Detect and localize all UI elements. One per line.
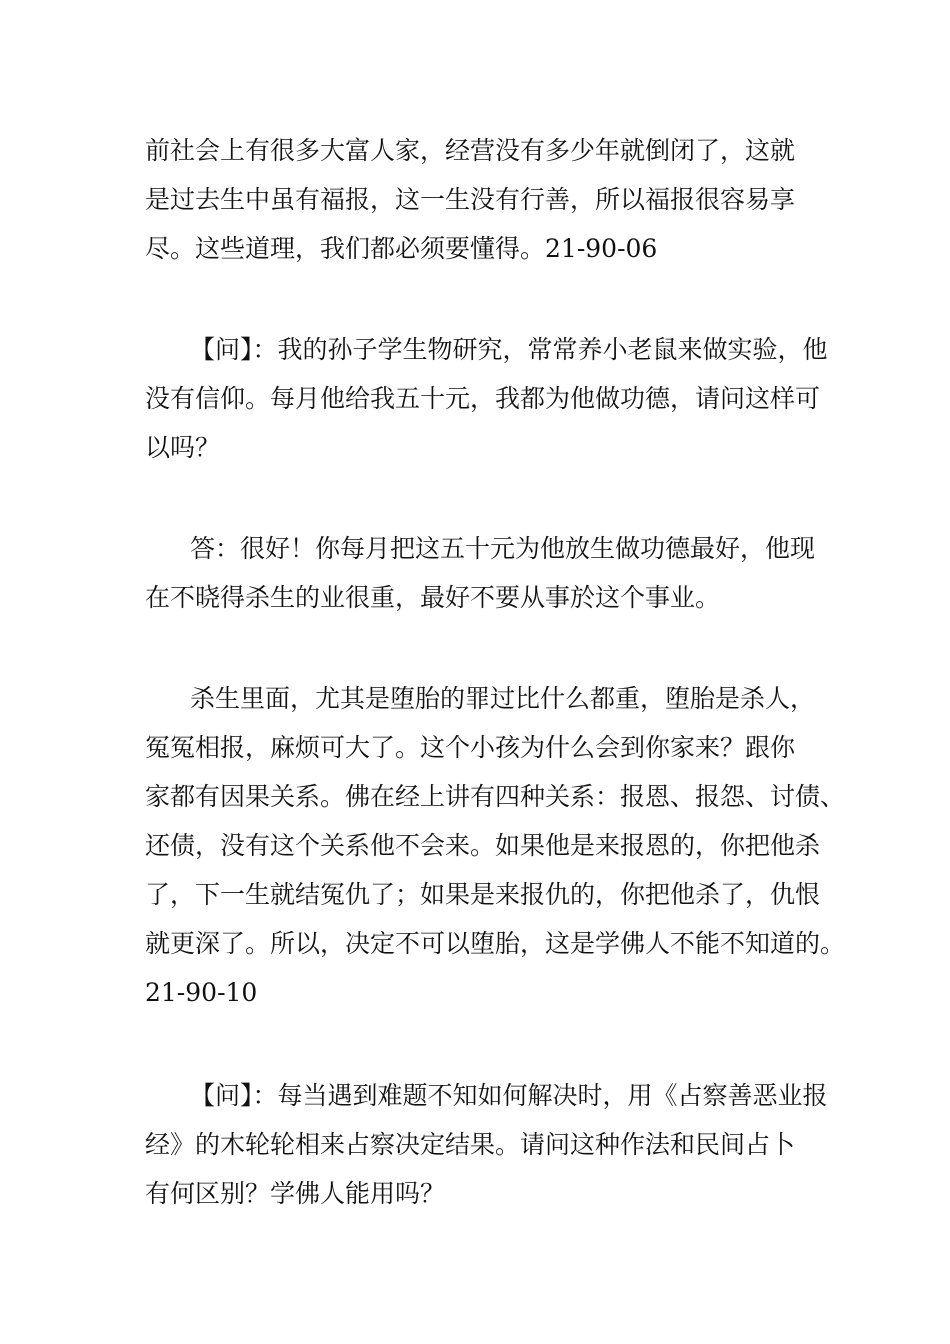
paragraph-abortion [145,674,846,1017]
text-line: 尽。这些道理，我们都必须要懂得。21-90-06 [145,234,658,263]
text-line: 了，下一生就结冤仇了；如果是来报仇的，你把他杀了，仇恨 [145,880,821,909]
text-line: 【问】：我的孙子学生物研究，常常养小老鼠来做实验，他 [190,335,828,364]
text-line: 还债，没有这个关系他不会来。如果他是来报恩的，你把他杀 [145,831,821,860]
text-line: 没有信仰。每月他给我五十元，我都为他做功德，请问这样可 [145,384,821,413]
text-line: 【问】：每当遇到难题不知如何解决时，用《占察善恶业报 [190,1081,828,1110]
paragraph-question-divination [145,1071,828,1218]
text-line: 前社会上有很多大富人家，经营没有多少年就倒闭了，这就 [145,136,796,165]
text-line: 家都有因果关系。佛在经上讲有四种关系：报恩、报怨、讨债、 [145,782,846,811]
text-line: 杀生里面，尤其是堕胎的罪过比什么都重，堕胎是杀人， [190,684,816,713]
text-line: 在不晓得杀生的业很重，最好不要从事於这个事业。 [145,583,721,612]
text-line: 经》的木轮轮相来占察决定结果。请问这种作法和民间占卜 [145,1130,796,1159]
paragraph-answer-release-life [145,524,816,622]
text-line: 冤冤相报，麻烦可大了。这个小孩为什么会到你家来？跟你 [145,733,796,762]
text-line: 21-90-10 [145,978,258,1007]
text-line: 有何区别？学佛人能用吗？ [145,1179,446,1208]
text-line: 以吗？ [145,433,221,462]
text-line: 就更深了。所以，决定不可以堕胎，这是学佛人不能不知道的。 [145,929,846,958]
text-line: 答：很好！你每月把这五十元为他放生做功德最好，他现 [190,534,816,563]
paragraph-question-grandson [145,325,828,472]
text-line: 是过去生中虽有福报，这一生没有行善，所以福报很容易享 [145,185,796,214]
paragraph-wealth-and-merit [145,126,810,273]
